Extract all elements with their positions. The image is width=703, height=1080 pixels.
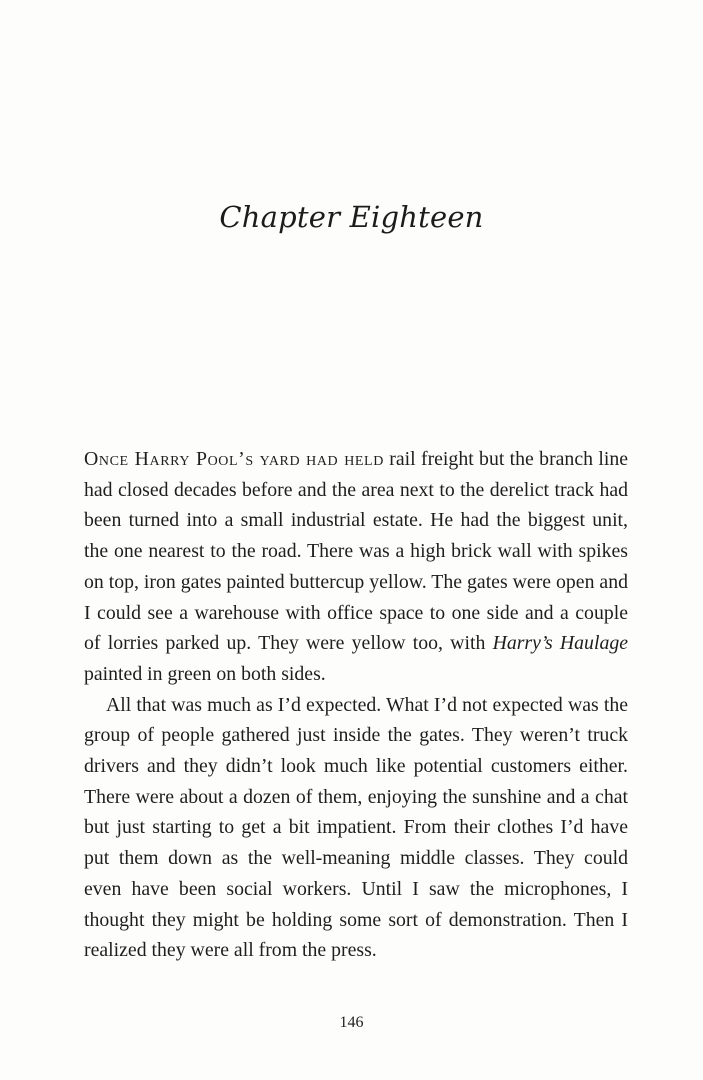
- body-text: [84, 444, 628, 966]
- opening-small-caps: Once Harry Pool’s yard had held: [84, 448, 384, 470]
- paragraph-2: All that was much as I’d expected. What I’d not expected was the group of people gathered just inside the gates. They weren’t truck drivers and they didn’t look much like potential customers either. There were about a dozen of them, enjoying the sunshine and a chat but just starting to get a bit impatient. From their clothes I’d have put them down as the well-meaning middle classes. They could even have been social workers. Until I saw the microphones, I thought they might be holding some sort of demonstration. Then I realized they were all from the press.: [84, 693, 628, 962]
- company-name-italic: Harry’s Haulage: [492, 632, 629, 655]
- page-number: 146: [339, 1014, 364, 1031]
- paragraph-1: [84, 444, 628, 690]
- paragraph-1-text-a: rail freight but the branch line had closed decades before and the area next to the derelict track had been turned into a small industrial estate. He had the biggest unit, the one nearest to the road. There was a high brick wall with spikes on top, iron gates painted buttercup yellow. The gates were open and I could see a warehouse with office space to one side and a couple of lorries parked up. They were yellow too, with: [84, 448, 628, 655]
- chapter-title: Chapter Eighteen: [219, 200, 484, 234]
- paragraph-1-text-b: painted in green on both sides.: [84, 662, 326, 685]
